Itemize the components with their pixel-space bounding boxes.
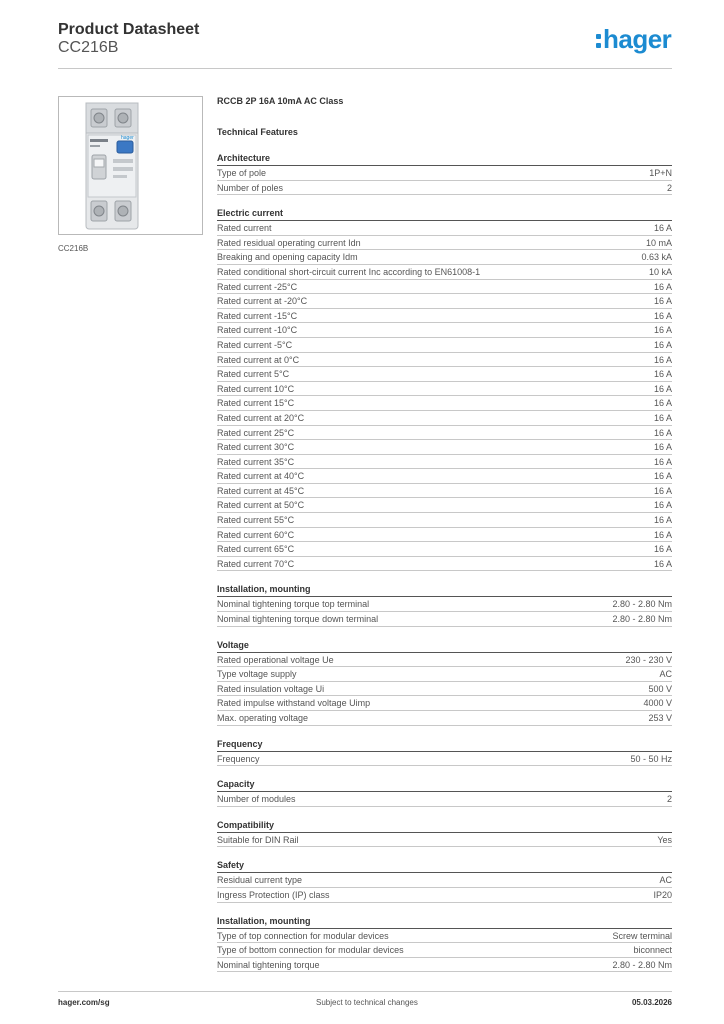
spec-row: [217, 411, 672, 426]
spec-value: 16 A: [653, 485, 672, 496]
hager-logo[interactable]: [596, 24, 671, 54]
rccb-device-image: [59, 97, 202, 234]
spec-value: biconnect: [633, 945, 672, 956]
spec-label: Rated current 30°C: [217, 442, 295, 453]
spec-label: Nominal tightening torque top terminal: [217, 599, 370, 610]
spec-value: AC: [659, 875, 672, 886]
spec-value: 16 A: [653, 456, 672, 467]
spec-row: [217, 484, 672, 499]
spec-label: Type voltage supply: [217, 669, 297, 680]
spec-row: [217, 455, 672, 470]
section-title: Architecture: [217, 151, 672, 166]
spec-value: 253 V: [648, 713, 672, 723]
spec-row: [217, 888, 672, 903]
spec-label: Nominal tightening torque down terminal: [217, 614, 379, 625]
spec-row: [217, 682, 672, 697]
spec-row: [217, 236, 672, 251]
footer-date: 05.03.2026: [631, 998, 672, 1007]
spec-label: Rated current -25°C: [217, 281, 298, 292]
logo-text: hager: [603, 24, 672, 54]
spec-label: Breaking and opening capacity Idm: [217, 252, 358, 263]
spec-value: 16 A: [653, 398, 672, 409]
spec-row: [217, 958, 672, 973]
spec-value: 16 A: [653, 471, 672, 482]
spec-label: Rated current 70°C: [217, 558, 295, 569]
spec-label: Rated impulse withstand voltage Uimp: [217, 698, 371, 709]
spec-value: 16 A: [653, 383, 672, 394]
spec-row: [217, 323, 672, 338]
spec-row: [217, 294, 672, 309]
spec-value: 2.80 - 2.80 Nm: [612, 614, 672, 625]
spec-label: Rated current 55°C: [217, 515, 295, 526]
spec-label: Rated insulation voltage Ui: [217, 683, 325, 694]
spec-row: [217, 181, 672, 196]
spec-section: [217, 638, 672, 726]
spec-value: 16 A: [653, 515, 672, 526]
spec-row: [217, 280, 672, 295]
technical-features: [217, 94, 672, 972]
spec-value: 230 - 230 V: [625, 654, 672, 665]
spec-row: [217, 833, 672, 848]
spec-section: [217, 777, 672, 807]
spec-label: Rated current 25°C: [217, 427, 295, 438]
spec-row: [217, 542, 672, 557]
spec-row: [217, 557, 672, 572]
spec-value: 16 A: [653, 529, 672, 540]
spec-value: IP20: [653, 889, 672, 900]
spec-label: Suitable for DIN Rail: [217, 834, 299, 845]
section-title: Electric current: [217, 206, 672, 221]
spec-section: [217, 151, 672, 195]
spec-label: Rated current 60°C: [217, 529, 295, 540]
spec-label: Rated current at 20°C: [217, 412, 305, 423]
spec-value: 50 - 50 Hz: [630, 753, 672, 764]
spec-sections: [217, 151, 672, 972]
spec-row: [217, 426, 672, 441]
spec-value: 16 A: [653, 558, 672, 569]
spec-row: [217, 597, 672, 612]
spec-label: Rated current 5°C: [217, 369, 290, 380]
section-title: Installation, mounting: [217, 914, 672, 929]
spec-label: Rated current at 45°C: [217, 485, 305, 496]
spec-row: [217, 250, 672, 265]
spec-row: [217, 469, 672, 484]
spec-row: [217, 653, 672, 668]
spec-label: Residual current type: [217, 875, 303, 886]
spec-row: [217, 338, 672, 353]
spec-row: [217, 309, 672, 324]
spec-value: 500 V: [648, 683, 672, 694]
spec-value: 16 A: [653, 500, 672, 511]
section-title: Voltage: [217, 638, 672, 653]
footer-note: Subject to technical changes: [316, 998, 418, 1007]
spec-value: 16 A: [653, 223, 672, 234]
spec-row: [217, 929, 672, 944]
spec-label: Number of modules: [217, 794, 296, 805]
spec-label: Rated current at -20°C: [217, 296, 308, 307]
spec-label: Rated current 35°C: [217, 456, 295, 467]
spec-row: [217, 498, 672, 513]
spec-section: [217, 914, 672, 973]
spec-label: Ingress Protection (IP) class: [217, 889, 330, 900]
spec-label: Rated current 10°C: [217, 383, 295, 394]
features-heading: Technical Features: [217, 127, 298, 137]
spec-value: 16 A: [653, 339, 672, 350]
device-brand-label: hager: [121, 135, 134, 141]
product-name: RCCB 2P 16A 10mA AC Class: [217, 96, 344, 106]
spec-value: 16 A: [653, 544, 672, 555]
spec-label: Rated current 15°C: [217, 398, 295, 409]
spec-value: 10 kA: [648, 266, 672, 277]
spec-row: [217, 353, 672, 368]
logo-colon-icon: [596, 24, 601, 54]
product-image-caption: CC216B: [58, 244, 89, 253]
spec-row: [217, 367, 672, 382]
page-title: Product Datasheet: [58, 21, 200, 38]
spec-row: [217, 873, 672, 888]
spec-row: [217, 667, 672, 682]
spec-value: 16 A: [653, 310, 672, 321]
spec-row: [217, 528, 672, 543]
spec-label: Nominal tightening torque: [217, 959, 320, 970]
spec-value: 4000 V: [643, 698, 672, 709]
spec-row: [217, 943, 672, 958]
spec-row: [217, 382, 672, 397]
spec-label: Rated conditional short-circuit current Inc according to EN61008-1: [217, 266, 481, 277]
spec-value: 16 A: [653, 427, 672, 438]
spec-value: 2: [666, 182, 672, 193]
spec-section: [217, 737, 672, 767]
spec-label: Type of pole: [217, 168, 267, 178]
spec-row: [217, 711, 672, 726]
spec-row: [217, 612, 672, 627]
spec-row: [217, 792, 672, 807]
spec-label: Rated operational voltage Ue: [217, 654, 334, 665]
spec-value: 16 A: [653, 369, 672, 380]
spec-value: Screw terminal: [612, 930, 672, 941]
spec-label: Rated current -10°C: [217, 325, 298, 336]
footer-website-link[interactable]: hager.com/sg: [58, 998, 110, 1007]
header-divider: [58, 68, 672, 69]
spec-row: [217, 221, 672, 236]
spec-label: Rated current 65°C: [217, 544, 295, 555]
spec-row: [217, 440, 672, 455]
footer-divider: [58, 991, 672, 992]
spec-section: [217, 206, 672, 571]
spec-value: 2.80 - 2.80 Nm: [612, 599, 672, 610]
product-reference: CC216B: [58, 39, 119, 56]
spec-label: Rated current at 0°C: [217, 354, 300, 365]
spec-label: Rated current -15°C: [217, 310, 298, 321]
spec-value: 16 A: [653, 325, 672, 336]
section-title: Safety: [217, 858, 672, 873]
spec-value: 0.63 kA: [641, 252, 672, 263]
spec-value: 16 A: [653, 281, 672, 292]
spec-value: 16 A: [653, 354, 672, 365]
spec-row: [217, 396, 672, 411]
spec-label: Frequency: [217, 753, 260, 764]
spec-section: [217, 582, 672, 626]
spec-label: Rated current at 40°C: [217, 471, 305, 482]
section-title: Compatibility: [217, 818, 672, 833]
spec-row: [217, 166, 672, 181]
product-image: [58, 96, 203, 235]
spec-value: 2.80 - 2.80 Nm: [612, 959, 672, 970]
spec-section: [217, 818, 672, 848]
spec-row: [217, 696, 672, 711]
section-title: Frequency: [217, 737, 672, 752]
section-title: Capacity: [217, 777, 672, 792]
spec-label: Rated current: [217, 223, 272, 234]
spec-label: Rated current at 50°C: [217, 500, 305, 511]
spec-label: Max. operating voltage: [217, 713, 309, 723]
spec-value: Yes: [657, 834, 672, 845]
spec-value: 2: [666, 794, 672, 805]
spec-label: Rated current -5°C: [217, 339, 293, 350]
spec-label: Rated residual operating current Idn: [217, 237, 361, 248]
spec-value: 16 A: [653, 412, 672, 423]
spec-value: 10 mA: [645, 237, 672, 248]
spec-section: [217, 858, 672, 902]
spec-value: 1P+N: [649, 168, 672, 178]
spec-value: 16 A: [653, 296, 672, 307]
spec-value: 16 A: [653, 442, 672, 453]
section-title: Installation, mounting: [217, 582, 672, 597]
spec-label: Type of top connection for modular devices: [217, 930, 389, 941]
spec-row: [217, 752, 672, 767]
spec-value: AC: [659, 669, 672, 680]
spec-label: Type of bottom connection for modular devices: [217, 945, 404, 956]
spec-row: [217, 265, 672, 280]
spec-label: Number of poles: [217, 182, 284, 193]
spec-row: [217, 513, 672, 528]
